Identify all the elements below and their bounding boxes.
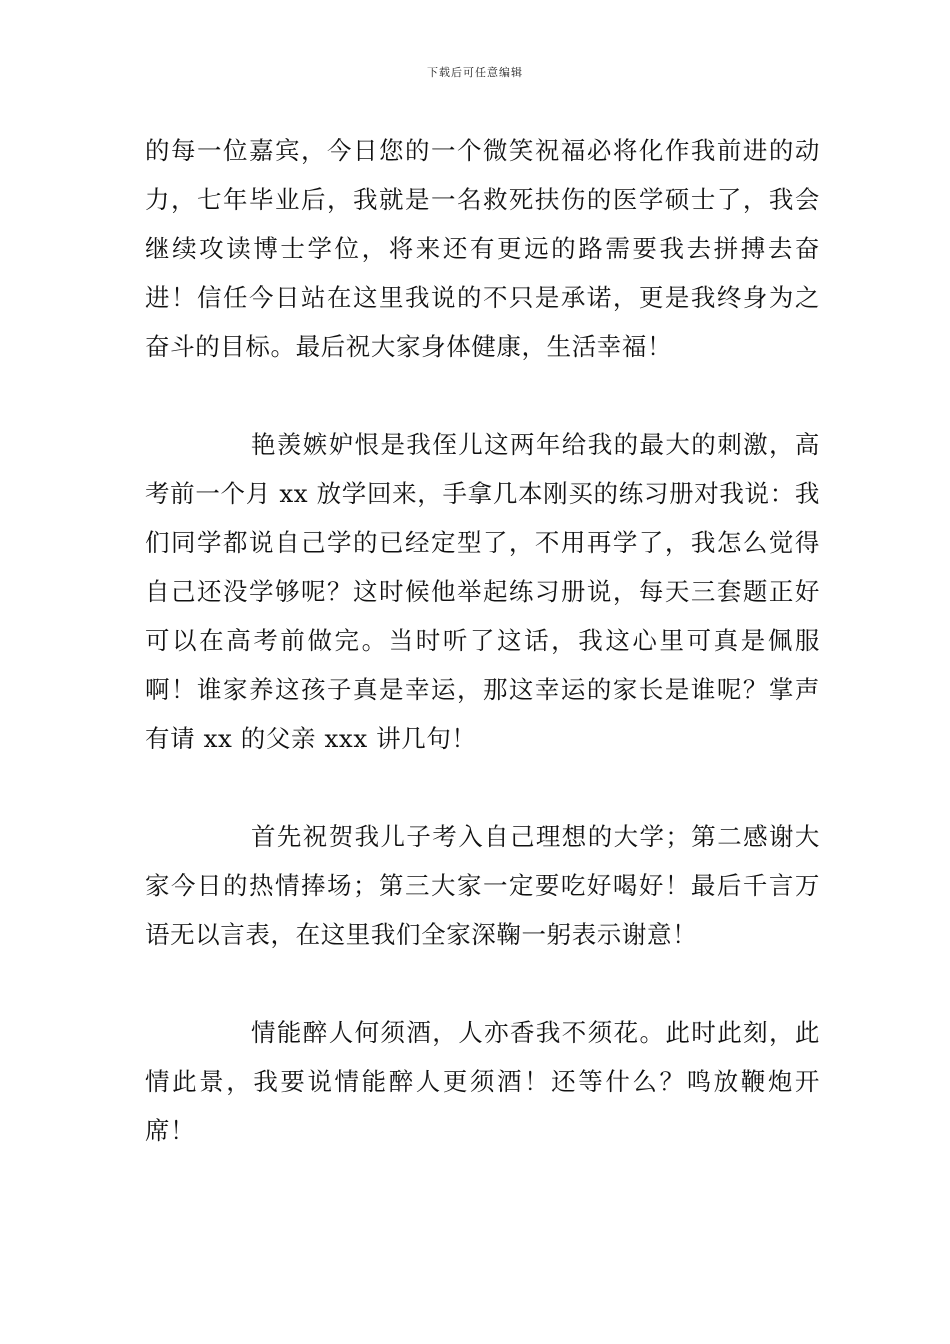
paragraph-father-speech: 首先祝贺我儿子考入自己理想的大学；第二感谢大家今日的热情捧场；第三大家一定要吃好喝好！最后千言万语无以言表，在这里我们全家深鞠一躬表示谢意！ bbox=[145, 822, 820, 949]
document-body bbox=[145, 126, 820, 1155]
paragraph-continuation: 的每一位嘉宾，今日您的一个微笑祝福必将化作我前进的动力，七年毕业后，我就是一名救死扶伤的医学硕士了，我会继续攻读博士学位，将来还有更远的路需要我去拼搏去奋进！信任今日站在这里我说的不只是承诺，更是我终身为之奋斗的目标。最后祝大家身体健康，生活幸福！ bbox=[145, 136, 820, 361]
paragraph-closing: 情能醉人何须酒，人亦香我不须花。此时此刻，此情此景，我要说情能醉人更须酒！还等什么？鸣放鞭炮开席！ bbox=[145, 1018, 820, 1145]
paragraph-nephew: 艳羡嫉妒恨是我侄儿这两年给我的最大的刺激，高考前一个月 xx 放学回来，手拿几本刚买的练习册对我说：我们同学都说自己学的已经定型了，不用再学了，我怎么觉得自己还没学够呢？这时候他举起练习册说，每天三套题正好可以在高考前做完。当时听了这话，我这心里可真是佩服啊！谁家养这孩子真是幸运，那这幸运的家长是谁呢？掌声有请 xx 的父亲 xxx 讲几句！ bbox=[145, 430, 820, 753]
page-header: 下载后可任意编辑 bbox=[427, 66, 523, 79]
